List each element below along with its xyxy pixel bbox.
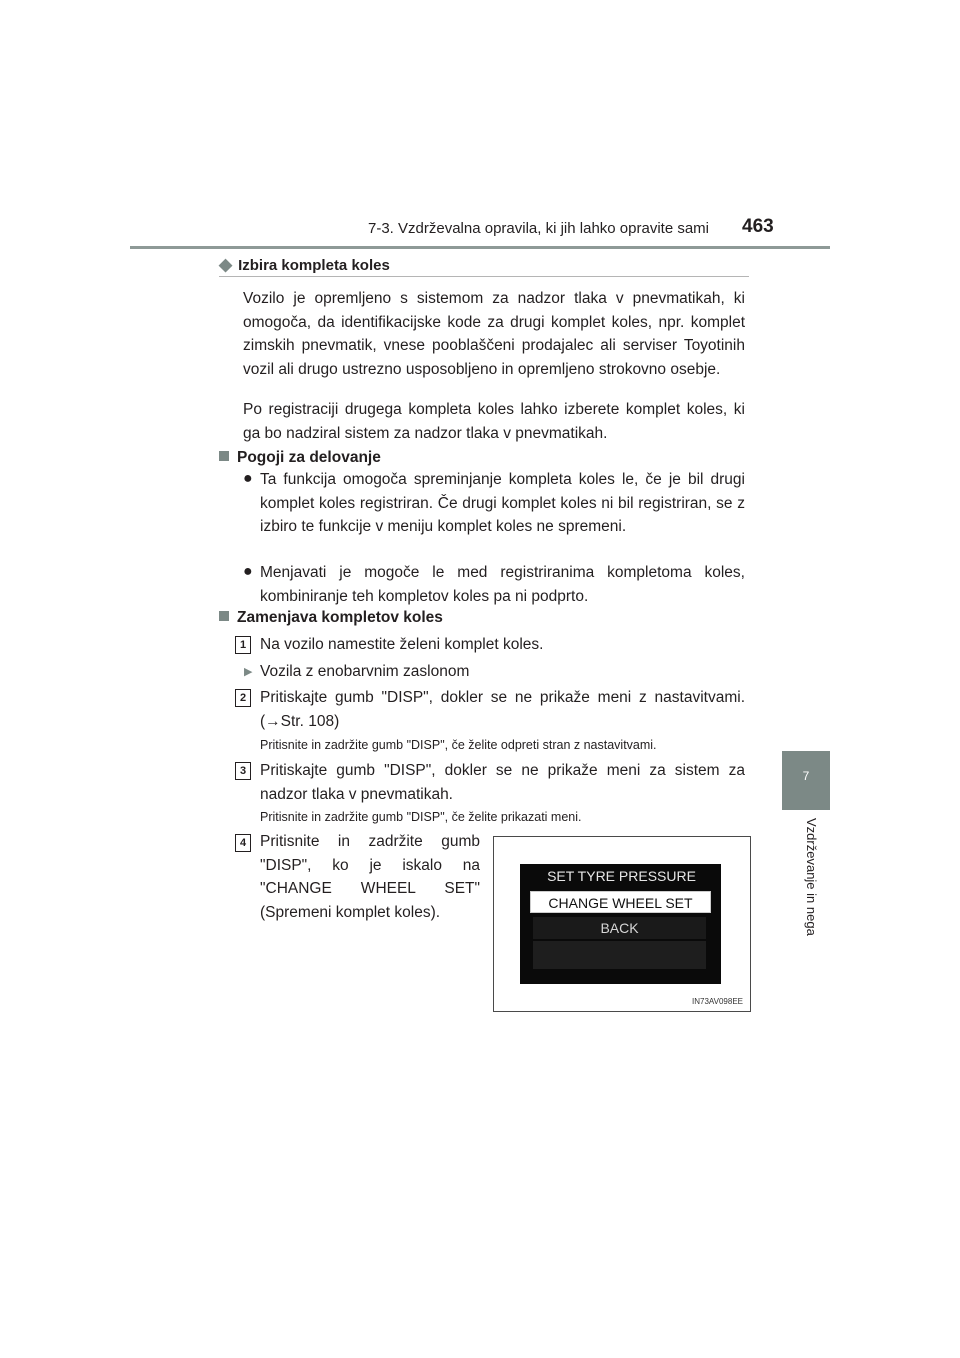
chapter-title: Vzdrževanje in nega bbox=[804, 818, 819, 936]
condition-bullet-2: Menjavati je mogoče le med registriranima kompletoma koles, kombiniranje teh kompletov koles pa ni podprto. bbox=[260, 564, 745, 605]
triangle-icon: ▶ bbox=[244, 666, 253, 678]
page-number: 463 bbox=[742, 216, 774, 237]
menu-item-back: BACK bbox=[533, 917, 706, 939]
step-number-3: 3 bbox=[235, 762, 251, 780]
intro-paragraph: Vozilo je opremljeno s sistemom za nadzor tlaka v pnevmatikah, ki omogoča, da identifikacijske kode za drugi komplet koles, npr. komplet zimskih pnevmatik, vnese pooblaščeni prodajalec ali serviser Toyotinih vozil ali drugo ustrezno usposobljeno in opremljeno strokovno osebje. bbox=[243, 290, 745, 378]
step-number-2: 2 bbox=[235, 689, 251, 707]
mono-display-label: Vozila z enobarvnim zaslonom bbox=[260, 663, 470, 680]
menu-item-empty bbox=[533, 941, 706, 969]
step-number-1: 1 bbox=[235, 636, 251, 654]
section-title-text: Izbira kompleta koles bbox=[238, 257, 390, 274]
title-rule bbox=[219, 276, 749, 277]
conditions-heading-text: Pogoji za delovanje bbox=[237, 449, 381, 466]
bullet-icon: ● bbox=[243, 470, 253, 487]
step-2-text: Pritiskajte gumb "DISP", dokler se ne prikaže meni z nastavitvami. (→Str. 108) bbox=[260, 689, 745, 730]
conditions-heading bbox=[219, 449, 381, 467]
section-title bbox=[219, 255, 390, 275]
intro-paragraph-2: Po registraciji drugega kompleta koles lahko izberete komplet koles, ki ga bo nadziral sistem za nadzor tlaka v pnevmatikah. bbox=[243, 401, 745, 442]
square-bullet-icon bbox=[219, 451, 229, 461]
square-bullet-icon bbox=[219, 611, 229, 621]
menu-item-set-tyre-pressure: SET TYRE PRESSURE bbox=[547, 868, 696, 884]
replace-heading bbox=[219, 609, 443, 627]
diamond-icon: ◆ bbox=[219, 255, 233, 274]
condition-bullet-1: Ta funkcija omogoča spreminjanje kompleta koles le, če je bil drugi komplet koles registriran. Če drugi komplet koles ni bil registriran, se z izbiro te funkcije v meniju komplet koles ne spremeni. bbox=[260, 471, 745, 535]
bullet-icon: ● bbox=[243, 563, 253, 580]
chapter-tab: 7 bbox=[782, 751, 830, 810]
menu-item-change-wheel-set: CHANGE WHEEL SET bbox=[530, 891, 711, 913]
figure-code: IN73AV098EE bbox=[692, 997, 743, 1006]
step-2-note: Pritisnite in zadržite gumb "DISP", če želite odpreti stran z nastavitvami. bbox=[260, 738, 657, 752]
step-3-note: Pritisnite in zadržite gumb "DISP", če želite prikazati meni. bbox=[260, 810, 582, 824]
step-3-text: Pritiskajte gumb "DISP", dokler se ne prikaže meni za sistem za nadzor tlaka v pnevmatikah. bbox=[260, 762, 745, 803]
header-rule bbox=[130, 246, 830, 249]
running-header: 7-3. Vzdrževalna opravila, ki jih lahko opravite sami bbox=[368, 220, 709, 237]
step-1-text: Na vozilo namestite želeni komplet koles. bbox=[260, 636, 544, 653]
replace-heading-text: Zamenjava kompletov koles bbox=[237, 609, 443, 626]
step-number-4: 4 bbox=[235, 834, 251, 852]
step-4-text: Pritisnite in zadržite gumb "DISP", ko je iskalo na "CHANGE WHEEL SET" (Spremeni komplet koles). bbox=[260, 833, 480, 921]
